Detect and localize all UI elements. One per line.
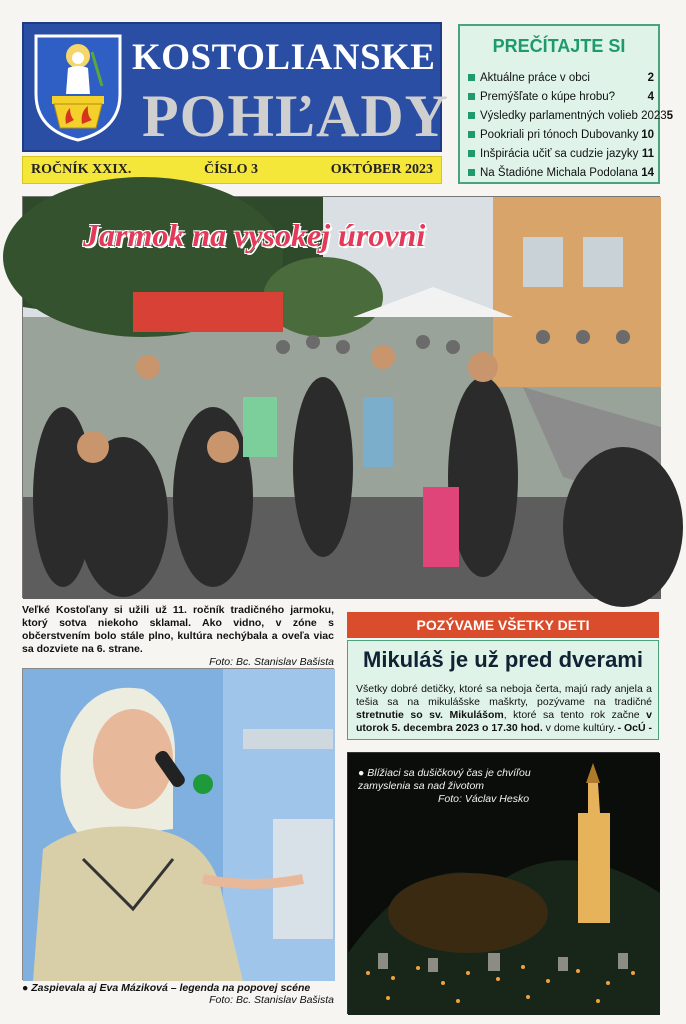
toc-item[interactable]: Na Štadióne Michala Podolana 14 bbox=[468, 163, 654, 182]
cemetery-caption-text: Blížiaci sa dušičkový čas je chvíľou zamyslenia sa nad životom bbox=[358, 767, 531, 792]
bullet-icon bbox=[468, 169, 475, 176]
singer-caption-text: Zaspievala aj Eva Máziková – legenda na popovej scéne bbox=[31, 982, 311, 994]
issue-label: ČÍSLO 3 bbox=[203, 162, 259, 177]
toc-item[interactable]: Premýšľate o kúpe hrobu? 4 bbox=[468, 87, 654, 106]
invite-text: Všetky dobré detičky, ktoré sa neboja čerta, majú rady anjela a tešia sa na mikulášske maškrty, pozývame na tradičné stretnutie so sv. Mikulášom, ktoré sa tento rok začne v utorok 5. decembra 2023 o 17.30 hod. v dome kultúry. - OcÚ - bbox=[356, 683, 652, 734]
masthead-title-line2: POHĽADY bbox=[142, 83, 449, 149]
invite-box bbox=[347, 640, 659, 740]
masthead-title-line1: KOSTOLIANSKE bbox=[132, 37, 436, 78]
invite-banner: POZÝVAME VŠETKY DETI bbox=[347, 612, 659, 638]
masthead bbox=[22, 22, 449, 152]
toc-item[interactable]: Pookriali pri tónoch Dubovanky 10 bbox=[468, 125, 654, 144]
bullet-icon bbox=[468, 112, 475, 119]
volume-label: ROČNÍK XXIX. bbox=[31, 162, 132, 177]
bullet-icon bbox=[468, 93, 475, 100]
singer-illustration bbox=[23, 669, 335, 981]
bullet-icon: ● bbox=[22, 982, 32, 994]
bullet-icon bbox=[468, 131, 475, 138]
bullet-icon bbox=[468, 74, 475, 81]
lead-caption-text: Veľké Kostoľany si užili už 11. ročník tradičného jarmoku, ktorý sotva niekoho sklamal. Ako vidno, v zóne s občerstvením bolo stále plno, kultúra nechýbala a oveľa viac sa dozviete na 6. strane. bbox=[22, 604, 334, 655]
coat-of-arms-icon bbox=[32, 32, 124, 144]
toc-list bbox=[468, 68, 674, 182]
lead-caption bbox=[22, 604, 334, 669]
fair-crowd-illustration bbox=[23, 197, 661, 599]
cemetery-caption bbox=[358, 767, 558, 806]
date-label: OKTÓBER 2023 bbox=[330, 162, 433, 177]
fair-crowd-photo bbox=[22, 196, 660, 598]
singer-photo-credit: Foto: Bc. Stanislav Bašista bbox=[209, 994, 334, 1006]
cemetery-photo-credit: Foto: Václav Hesko bbox=[438, 793, 530, 805]
toc-item[interactable]: Aktuálne práce v obci 2 bbox=[468, 68, 654, 87]
invite-signature: - OcÚ - bbox=[617, 722, 652, 734]
toc-title: PREČÍTAJTE SI bbox=[492, 36, 626, 56]
singer-caption bbox=[22, 982, 334, 1006]
toc-item[interactable]: Výsledky parlamentných volieb 2023 5 bbox=[468, 106, 654, 125]
singer-photo bbox=[22, 668, 334, 980]
lead-photo-credit: Foto: Bc. Stanislav Bašista bbox=[209, 656, 334, 668]
issue-bar bbox=[22, 156, 442, 184]
cemetery-night-photo bbox=[347, 752, 659, 1014]
table-of-contents bbox=[458, 24, 674, 184]
lead-headline: Jarmok na vysokej úrovni bbox=[83, 217, 426, 253]
bullet-icon: ● bbox=[358, 767, 368, 779]
bullet-icon bbox=[468, 150, 475, 157]
invite-title: Mikuláš je už pred dverami bbox=[363, 647, 643, 672]
toc-item[interactable]: Inšpirácia učiť sa cudzie jazyky 11 bbox=[468, 144, 654, 163]
